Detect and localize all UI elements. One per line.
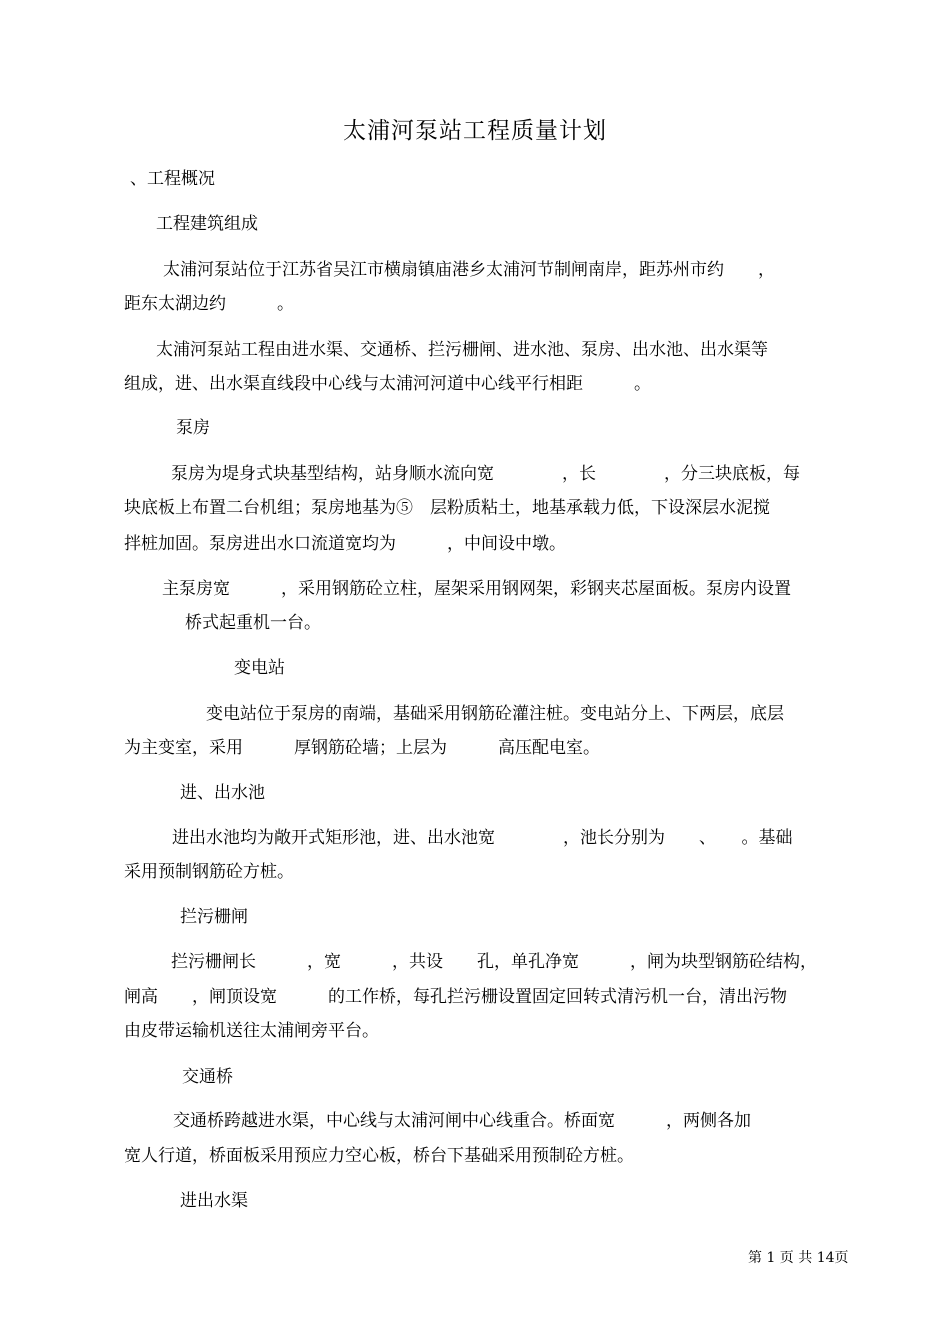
document-title: 太浦河泵站工程质量计划 — [343, 118, 607, 144]
paragraph-line: 为主变室，采用 厚钢筋砼墙；上层为 高压配电室。 — [124, 738, 600, 758]
section-heading-overview: 、工程概况 — [130, 169, 215, 189]
paragraph-line: 变电站位于泵房的南端，基础采用钢筋砼灌注桩。变电站分上、下两层，底层 — [206, 704, 784, 724]
paragraph-line: 进出水池均为敞开式矩形池，进、出水池宽 ，池长分别为 、 。基础 — [172, 828, 793, 848]
paragraph-line: 交通桥跨越进水渠，中心线与太浦河闸中心线重合。桥面宽 ，两侧各加 — [173, 1111, 751, 1131]
paragraph-line: 闸高 ，闸顶设宽 的工作桥，每孔拦污栅设置固定回转式清污机一台，清出污物 — [124, 987, 787, 1007]
section-heading-composition: 工程建筑组成 — [156, 214, 258, 234]
paragraph-line: 太浦河泵站位于江苏省吴江市横扇镇庙港乡太浦河节制闸南岸，距苏州市约 ， — [163, 260, 775, 280]
section-heading-trash-rack-gate: 拦污栅闸 — [180, 907, 248, 927]
section-heading-channels: 进出水渠 — [180, 1191, 248, 1211]
paragraph-line: 桥式起重机一台。 — [185, 613, 321, 633]
paragraph-line: 块底板上布置二台机组；泵房地基为⑤ 层粉质粘土，地基承载力低，下设深层水泥搅 — [124, 498, 770, 518]
paragraph-line: 主泵房宽 ，采用钢筋砼立柱，屋架采用钢网架，彩钢夹芯屋面板。泵房内设置 — [162, 579, 791, 599]
paragraph-line: 组成，进、出水渠直线段中心线与太浦河河道中心线平行相距 。 — [124, 374, 651, 394]
paragraph-line: 太浦河泵站工程由进水渠、交通桥、拦污栅闸、进水池、泵房、出水池、出水渠等 — [156, 340, 768, 360]
paragraph-line: 由皮带运输机送往太浦闸旁平台。 — [124, 1021, 379, 1041]
paragraph-line: 拌桩加固。泵房进出水口流道宽均为 ，中间设中墩。 — [124, 534, 566, 554]
paragraph-line: 距东太湖边约 。 — [124, 294, 294, 314]
paragraph-line: 泵房为堤身式块基型结构，站身顺水流向宽 ，长 ，分三块底板，每 — [171, 464, 800, 484]
section-heading-pools: 进、出水池 — [180, 783, 265, 803]
page-number: 第 1 页 共 14页 — [748, 1250, 849, 1266]
section-heading-pump-house: 泵房 — [176, 418, 210, 438]
section-heading-bridge: 交通桥 — [182, 1067, 233, 1087]
paragraph-line: 采用预制钢筋砼方桩。 — [124, 862, 294, 882]
section-heading-substation: 变电站 — [234, 658, 285, 678]
paragraph-line: 拦污栅闸长 ，宽 ，共设 孔，单孔净宽 ，闸为块型钢筋砼结构， — [171, 952, 817, 972]
paragraph-line: 宽人行道，桥面板采用预应力空心板，桥台下基础采用预制砼方桩。 — [124, 1146, 634, 1166]
